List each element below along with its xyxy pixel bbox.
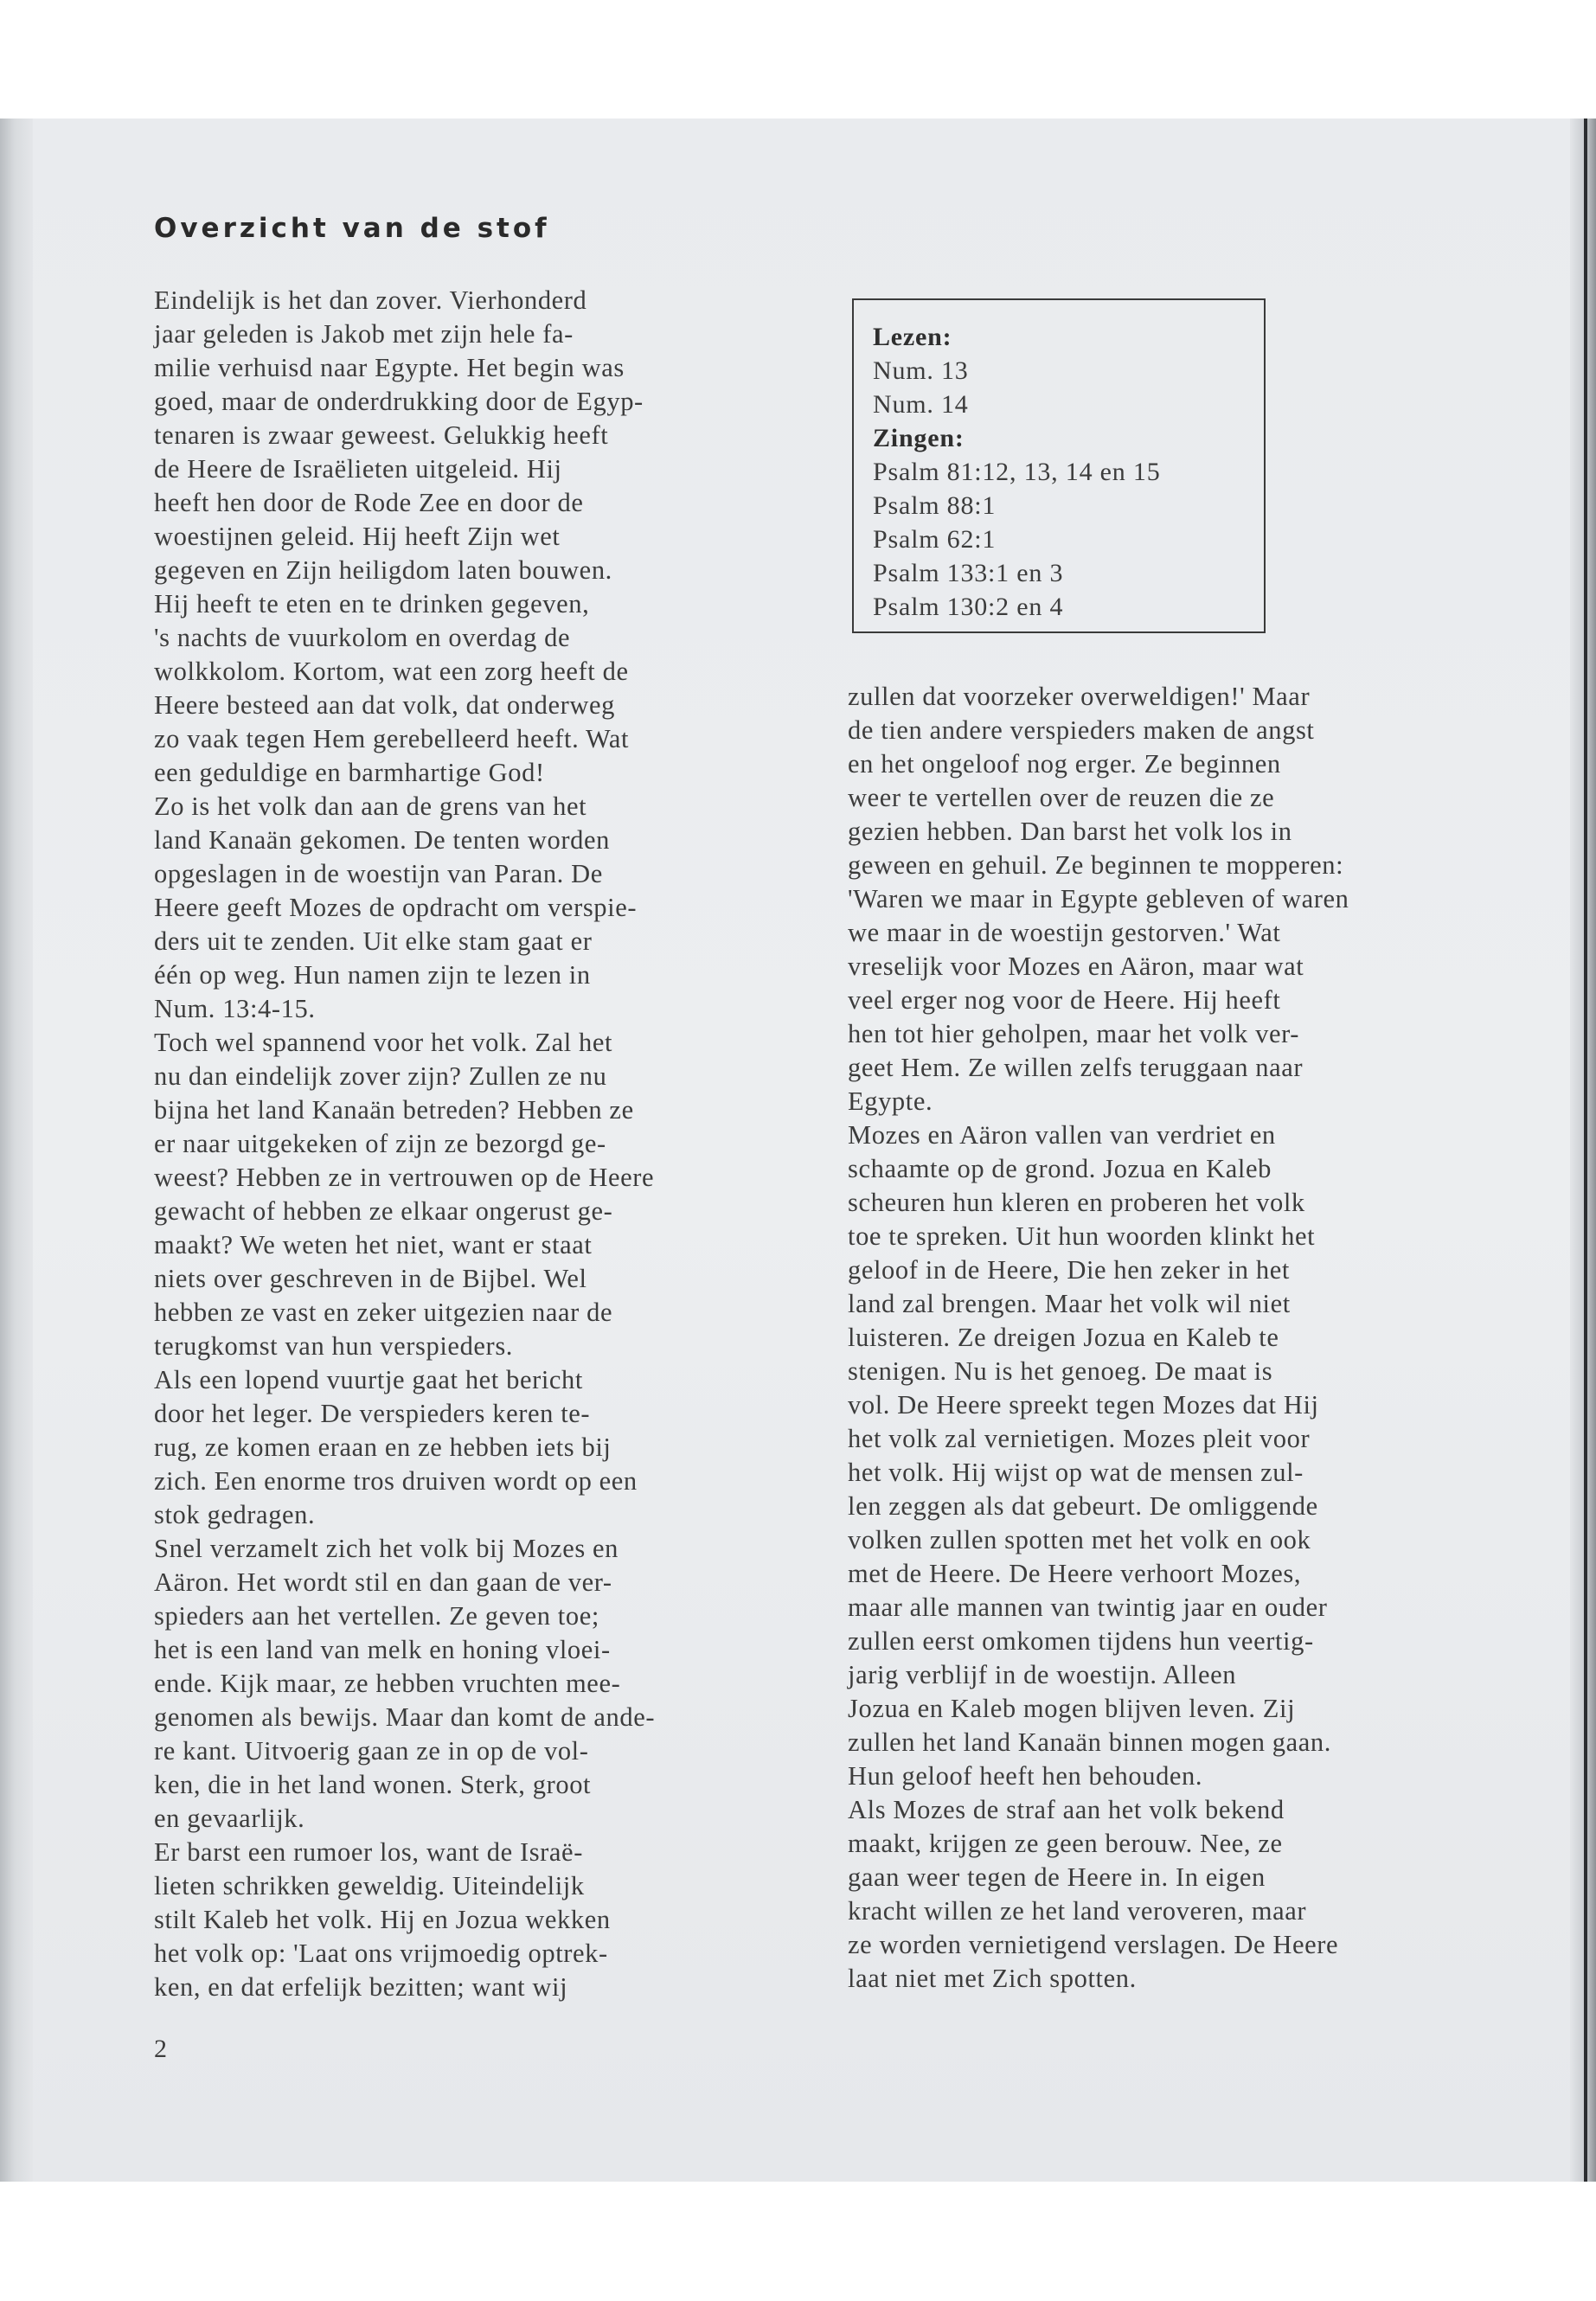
zingen-item: Psalm 88:1 (873, 491, 997, 520)
page-edge-left (0, 119, 33, 2182)
zingen-label: Zingen: (873, 424, 965, 452)
zingen-item: Psalm 133:1 en 3 (873, 559, 1064, 587)
zingen-item: Psalm 130:2 en 4 (873, 593, 1064, 621)
text-column-left: Eindelijk is het dan zover. Vierhonderd jaar geleden is Jakob met zijn hele fa- milie verhuisd naar Egypte. Het begin was goed, maar de onderdrukking door de Egyp- tenaren is zwaar geweest. Gelukkig heeft de Heere de Israëlieten uitgeleid. Hij heeft hen door de Rode Zee en door de woestijnen geleid. Hij heeft Zijn wet gegeven en Zijn heiligdom laten bouwen. Hij heeft te eten en te drinken gegeven, 's nachts de vuurkolom en overdag de wolkkolom. Kortom, wat een zorg heeft de Heere besteed aan dat volk, dat onderweg zo vaak tegen Hem gerebelleerd heeft. Wat een geduldige en barmhartige God! Zo is het volk dan aan de grens van het land Kanaän gekomen. De tenten worden opgeslagen in de woestijn van Paran. De Heere geeft Mozes de opdracht om verspie- ders uit te zenden. Uit elke stam gaat er één op weg. Hun namen zijn te lezen in Num. 13:4-15. Toch wel spannend voor het volk. Zal het nu dan eindelijk zover zijn? Zullen ze nu bijna het land Kanaän betreden? Hebben ze er naar uitgekeken of zijn ze bezorgd ge- weest? Hebben ze in vertrouwen op de Heere gewacht of hebben ze elkaar ongerust ge- maakt? We weten het niet, want er staat niets over geschreven in de Bijbel. Wel hebben ze vast en zeker uitgezien naar de terugkomst van hun verspieders. Als een lopend vuurtje gaat het bericht door het leger. De verspieders keren te- rug, ze komen eraan en ze hebben iets bij zich. Een enorme tros druiven wordt op een stok gedragen. Snel verzamelt zich het volk bij Mozes en Aäron. Het wordt stil en dan gaan de ver- spieders aan het vertellen. Ze geven toe; het is een land van melk en honing vloei- ende. Kijk maar, ze hebben vruchten mee- genomen als bewijs. Maar dan komt de ande- re kant. Uitvoerig gaan ze in op de vol- ken, die in het land wonen. Sterk, groot en gevaarlijk. Er barst een rumoer los, want de Israë- lieten schrikken geweldig. Uiteindelijk stilt Kaleb het volk. Hij en Jozua wekken het volk op: 'Laat ons vrijmoedig optrek- ken, en dat erfelijk bezitten; want wij (154, 285, 656, 2002)
section-heading: Overzicht van de stof (154, 213, 550, 244)
lezen-item: Num. 13 (873, 356, 969, 385)
zingen-item: Psalm 81:12, 13, 14 en 15 (873, 458, 1161, 486)
page-number: 2 (154, 2035, 167, 2063)
zingen-item: Psalm 62:1 (873, 525, 997, 554)
lezen-item: Num. 14 (873, 390, 969, 419)
page-edge-right (1570, 119, 1596, 2182)
reading-singing-box (852, 298, 1266, 633)
lezen-label: Lezen: (873, 323, 952, 351)
text-column-right: zullen dat voorzeker overweldigen!' Maar de tien andere verspieders maken de angst en het ongeloof nog erger. Ze beginnen weer te vertellen over de reuzen die ze gezien hebben. Dan barst het volk los in geween en gehuil. Ze beginnen te mopperen: 'Waren we maar in Egypte gebleven of waren we maar in de woestijn gestorven.' Wat vreselijk voor Mozes en Aäron, maar wat veel erger nog voor de Heere. Hij heeft hen tot hier geholpen, maar het volk ver- geet Hem. Ze willen zelfs teruggaan naar Egypte. Mozes en Aäron vallen van verdriet en schaamte op de grond. Jozua en Kaleb scheuren hun kleren en proberen het volk toe te spreken. Uit hun woorden klinkt het geloof in de Heere, Die hen zeker in het land zal brengen. Maar het volk wil niet luisteren. Ze dreigen Jozua en Kaleb te stenigen. Nu is het genoeg. De maat is vol. De Heere spreekt tegen Mozes dat Hij het volk zal vernietigen. Mozes pleit voor het volk. Hij wijst op wat de mensen zul- len zeggen als dat gebeurt. De omliggende volken zullen spotten met het volk en ook met de Heere. De Heere verhoort Mozes, maar alle mannen van twintig jaar en ouder zullen eerst omkomen tijdens hun veertig- jarig verblijf in de woestijn. Alleen Jozua en Kaleb mogen blijven leven. Zij zullen het land Kanaän binnen mogen gaan. Hun geloof heeft hen behouden. Als Mozes de straf aan het volk bekend maakt, krijgen ze geen berouw. Nee, ze gaan weer tegen de Heere in. In eigen kracht willen ze het land veroveren, maar ze worden vernietigend verslagen. De Heere laat niet met Zich spotten. (848, 682, 1349, 1993)
